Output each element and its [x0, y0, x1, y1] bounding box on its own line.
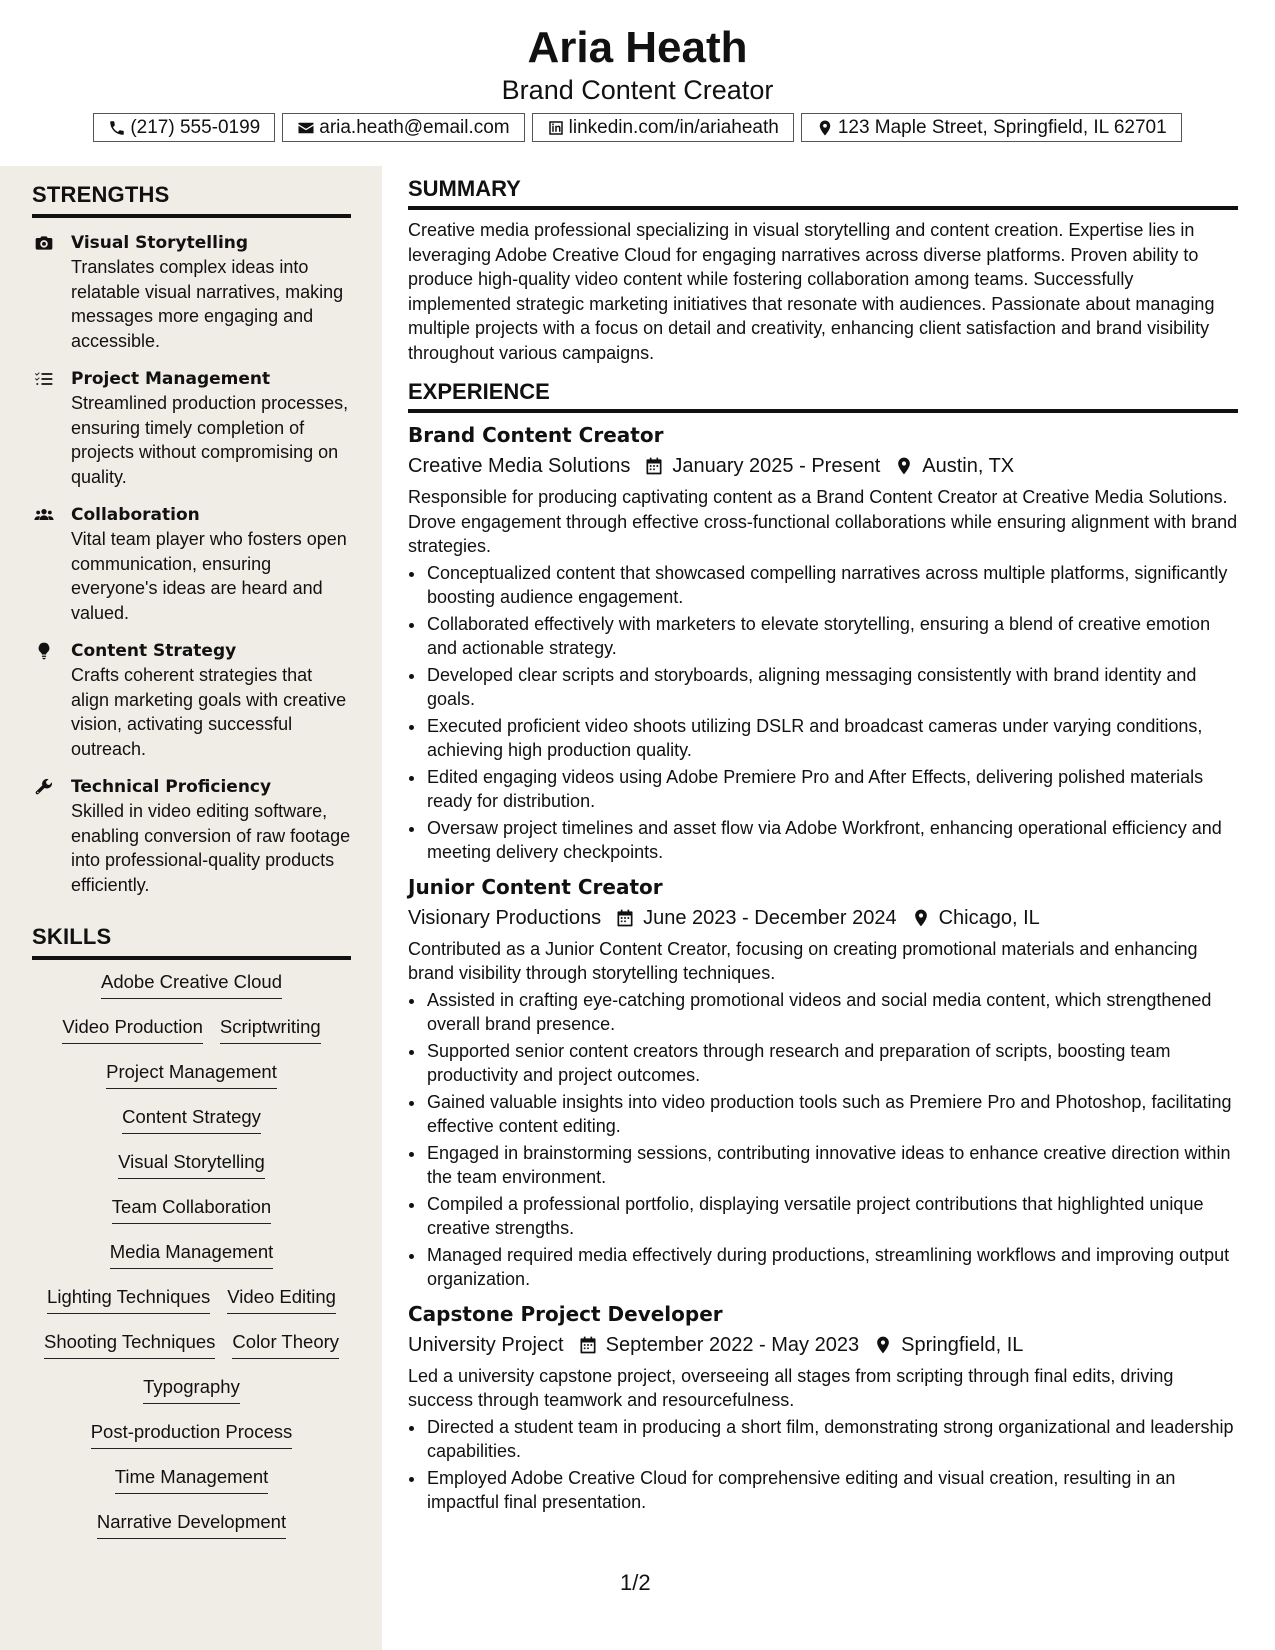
skill-tag: Post-production Process [91, 1420, 293, 1449]
job-title: Junior Content Creator [408, 874, 663, 899]
job-dates: September 2022 - May 2023 [605, 1333, 860, 1356]
strength-item [32, 503, 351, 625]
job-bullet: • Collaborated effectively with marketers to elevate storytelling, ensuring a blend of creative emotion and actionable strategy. [426, 612, 1238, 661]
job-bullets [408, 1415, 1238, 1515]
strength-name: Technical Proficiency [71, 777, 272, 797]
contact-linkedin[interactable] [532, 113, 794, 142]
map-pin-icon [894, 456, 914, 476]
strength-item [32, 367, 351, 489]
strength-name: Collaboration [71, 505, 200, 525]
calendar-icon [615, 908, 635, 928]
skill-tag: Narrative Development [97, 1510, 286, 1539]
contact-address[interactable] [801, 113, 1182, 142]
envelope-icon [297, 119, 315, 137]
job-description: Responsible for producing captivating content as a Brand Content Creator at Creative Media Solutions. Drove engagement through effective cross-functional collaborations while ensuring alignment with brand strategies. [408, 487, 1238, 556]
skill-tag: Team Collaboration [112, 1195, 271, 1224]
job-meta [408, 1330, 1238, 1360]
strengths-section [32, 182, 351, 911]
strength-name: Visual Storytelling [71, 233, 249, 253]
contact-linkedin-text: linkedin.com/in/ariaheath [568, 116, 779, 138]
summary-text: Creative media professional specializing in visual storytelling and content creation. Expertise lies in leveraging Adobe Creative Cloud for engaging narratives across diverse platforms. Proven ability to produce high-quality video content while fostering collaboration among teams. Successfully implemented strategic marketing initiatives that resonate with audiences. Passionate about managing multiple projects with a focus on detail and creativity, enhancing client satisfaction and brand visibility throughout various campaigns. [408, 220, 1215, 363]
skills-heading: SKILLS [32, 924, 351, 960]
skill-tag: Visual Storytelling [118, 1150, 265, 1179]
map-pin-icon [873, 1335, 893, 1355]
strength-desc: Translates complex ideas into relatable visual narratives, making messages more engaging and accessible. [71, 257, 344, 351]
job-description: Led a university capstone project, overseeing all stages from scripting through final edits, driving success through teamwork and resourcefulness. [408, 1365, 1174, 1410]
calendar-icon [644, 456, 664, 476]
wrench-icon [34, 777, 54, 797]
job-bullets [408, 561, 1238, 865]
job-bullet: • Gained valuable insights into video production tools such as Premiere Pro and Photoshop, facilitating effective content editing. [426, 1090, 1238, 1139]
skill-tag: Typography [143, 1375, 240, 1404]
candidate-title: Brand Content Creator [501, 75, 774, 105]
job-entry [408, 421, 1238, 865]
skills-section [32, 924, 351, 1555]
job-location: Chicago, IL [938, 906, 1040, 929]
phone-icon [108, 119, 126, 137]
skill-tag: Shooting Techniques [44, 1330, 215, 1359]
strengths-heading: STRENGTHS [32, 182, 351, 218]
lightbulb-icon [34, 641, 54, 661]
job-company: Creative Media Solutions [408, 455, 631, 477]
job-title: Brand Content Creator [408, 423, 664, 447]
job-entry [408, 873, 1238, 1292]
job-meta [408, 903, 1238, 933]
contact-address-text: 123 Maple Street, Springfield, IL 62701 [837, 116, 1167, 138]
strength-desc: Skilled in video editing software, enabling conversion of raw footage into professional-quality products efficiently. [71, 801, 351, 895]
experience-heading: EXPERIENCE [408, 379, 1238, 413]
skill-tag: Adobe Creative Cloud [101, 970, 282, 999]
job-bullet: • Conceptualized content that showcased compelling narratives across multiple platforms, significantly boosting audience engagement. [426, 561, 1238, 610]
skill-tag: Content Strategy [122, 1105, 261, 1134]
job-company: University Project [408, 1333, 564, 1356]
contact-email[interactable] [282, 113, 524, 142]
strength-item [32, 775, 351, 897]
skill-tag: Lighting Techniques [47, 1285, 210, 1314]
map-pin-icon [816, 119, 834, 137]
camera-icon [34, 233, 54, 253]
job-bullet: • Directed a student team in producing a short film, demonstrating strong organizational and leadership capabilities. [426, 1415, 1238, 1464]
job-entry [408, 1300, 1238, 1515]
skill-tag: Video Editing [227, 1285, 336, 1314]
job-bullets [408, 988, 1238, 1292]
job-dates: June 2023 - December 2024 [643, 906, 897, 929]
contact-phone[interactable] [93, 113, 275, 142]
summary-heading: SUMMARY [408, 176, 1238, 210]
job-bullet: • Employed Adobe Creative Cloud for comprehensive editing and visual creation, resulting in an impactful final presentation. [426, 1466, 1238, 1515]
list-check-icon [34, 369, 54, 389]
job-bullet: • Executed proficient video shoots utilizing DSLR and broadcast cameras under varying conditions, achieving high production quality. [426, 714, 1238, 763]
job-bullet: • Oversaw project timelines and asset flow via Adobe Workfront, enhancing operational efficiency and meeting delivery checkpoints. [426, 816, 1238, 865]
job-location: Austin, TX [922, 455, 1015, 477]
job-bullet: • Compiled a professional portfolio, displaying versatile project contributions that highlighted unique creative strengths. [426, 1192, 1238, 1241]
strength-desc: Vital team player who fosters open communication, ensuring everyone's ideas are heard and valued. [71, 529, 347, 623]
job-bullet: • Supported senior content creators through research and preparation of scripts, boosting team productivity and project outcomes. [426, 1039, 1238, 1088]
job-bullet: • Developed clear scripts and storyboards, aligning messaging consistently with brand identity and goals. [426, 663, 1238, 712]
strength-desc: Streamlined production processes, ensuring timely completion of projects without compromising on quality. [71, 393, 349, 487]
resume-header [0, 0, 1275, 160]
job-dates: January 2025 - Present [672, 455, 881, 477]
page-number: 1/2 [620, 1570, 651, 1595]
job-company: Visionary Productions [408, 906, 602, 929]
strength-name: Project Management [71, 369, 271, 389]
job-description: Contributed as a Junior Content Creator, focusing on creating promotional materials and enhancing brand visibility through storytelling techniques. [408, 938, 1198, 983]
map-pin-icon [911, 908, 931, 928]
job-bullet: • Managed required media effectively during productions, streamlining workflows and improving output organization. [426, 1243, 1238, 1292]
linkedin-icon [547, 119, 565, 137]
contact-bar [0, 113, 1275, 142]
contact-phone-text: (217) 555-0199 [130, 116, 261, 138]
calendar-icon [578, 1335, 598, 1355]
strength-desc: Crafts coherent strategies that align marketing goals with creative vision, activating successful outreach. [71, 665, 347, 759]
strength-item [32, 231, 351, 353]
skill-tag: Project Management [106, 1060, 277, 1089]
skill-tag: Color Theory [232, 1330, 339, 1359]
skill-tag: Time Management [115, 1465, 269, 1494]
job-bullet: • Assisted in crafting eye-catching promotional videos and social media content, which strengthened overall brand presence. [426, 988, 1238, 1037]
skill-tag: Media Management [110, 1240, 274, 1269]
job-meta [408, 451, 1238, 481]
contact-email-text: aria.heath@email.com [319, 116, 510, 138]
skill-tag: Scriptwriting [220, 1015, 321, 1044]
strength-item [32, 639, 351, 761]
skill-tag: Video Production [62, 1015, 203, 1044]
job-bullet: • Edited engaging videos using Adobe Premiere Pro and After Effects, delivering polished materials ready for distribution. [426, 765, 1238, 814]
users-icon [34, 505, 54, 525]
candidate-name: Aria Heath [527, 23, 748, 72]
job-bullet: • Engaged in brainstorming sessions, contributing innovative ideas to enhance creative direction within the team environment. [426, 1141, 1238, 1190]
strength-name: Content Strategy [71, 641, 237, 661]
sidebar [0, 166, 382, 1650]
skills-list [32, 970, 351, 1555]
job-location: Springfield, IL [901, 1333, 1024, 1356]
job-title: Capstone Project Developer [408, 1301, 723, 1326]
main-content [408, 176, 1238, 1517]
